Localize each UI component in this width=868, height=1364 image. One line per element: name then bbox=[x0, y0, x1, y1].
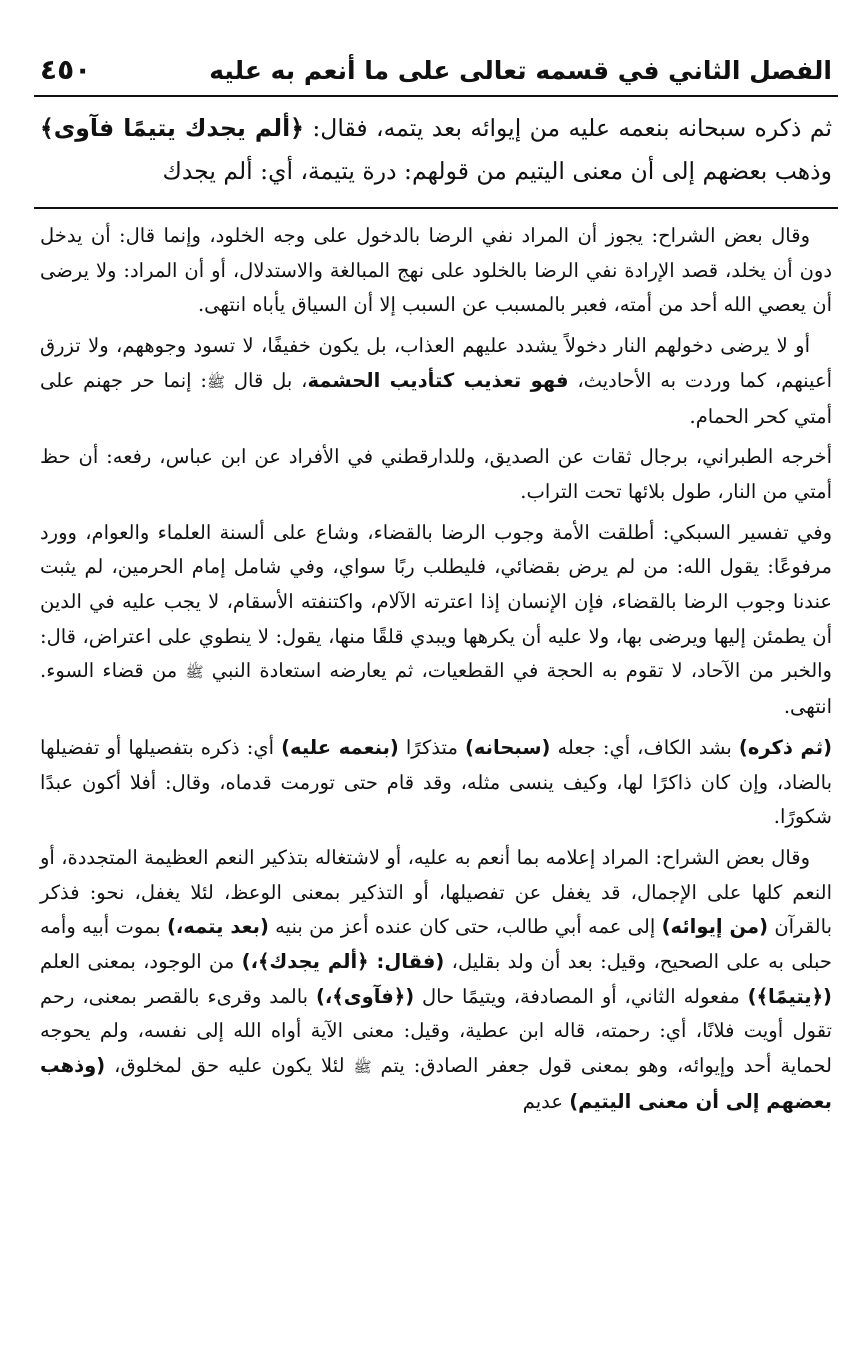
quoted-phrase: (﴿يتيمًا﴾) bbox=[747, 984, 832, 1008]
quoted-phrase: (فقال: ﴿ألم يجدك﴾،) bbox=[241, 950, 445, 974]
main-text-part: وذهب بعضهم إلى أن معنى اليتيم من قولهم: درة يتيمة، أي: ألم يجدك bbox=[162, 157, 832, 185]
quran-verse: ﴿ألم يجدك يتيمًا فآوى﴾ bbox=[40, 114, 304, 142]
chapter-title: الفصل الثاني في قسمه تعالى على ما أنعم به عليه bbox=[209, 56, 832, 85]
main-text-part: ثم ذكره سبحانه بنعمه عليه من إيوائه بعد يتمه، فقال: bbox=[303, 114, 833, 142]
page-number: ٤٥٠ bbox=[40, 53, 92, 86]
text-run: أو لا يرضى دخولهم النار دخولاً يشدد عليهم العذاب، بل يكون خفيفًا، لا تسود وجوههم، ولا تزرق أعينهم، كما وردت به الأحاديث، bbox=[40, 334, 832, 392]
text-run: وفي تفسير السبكي: أطلقت الأمة وجوب الرضا بالقضاء، وشاع على ألسنة العلماء والعوام، وورد مرفوعًا: يقول الله: من لم يرض بقضائي، فليطلب ربًا سواي، وفي شامل إمام الحرمين، لم يثبت عندنا وجوب الرضا بالقضاء، فإن الإنسان إذا اعترته الآلام، واكتنفته الأسقام، لا يجب عليه في الدين أن يطمئن إليها ويرضى بها، ولا عليه أن يكرهها ويبدي قلقًا منها، يقول: لا ينطوي على اعتراض، قال: والخبر من الآحاد، لا تقوم به الحجة في القطعيات، ثم يعارضه استعادة النبي bbox=[40, 520, 832, 683]
salutation-glyph: ﷺ bbox=[185, 663, 204, 682]
commentary-paragraph bbox=[40, 329, 832, 434]
main-text bbox=[34, 97, 838, 209]
text-run: مفعوله الثاني، أو المصادفة، ويتيمًا حال bbox=[414, 984, 748, 1008]
text-run: بموت أبيه وأمه حبلى به على الصحيح، وقيل: بعد أن ولد بقليل، bbox=[40, 915, 832, 974]
text-run: لئلا يكون عليه حق لمخلوق، bbox=[105, 1054, 354, 1078]
quoted-phrase: (سبحانه) bbox=[464, 735, 551, 759]
salutation-glyph: ﷺ bbox=[206, 372, 226, 391]
quoted-phrase: (بنعمه عليه) bbox=[281, 735, 399, 759]
text-run: ، بل قال bbox=[225, 368, 308, 392]
quoted-phrase: (وذهب بعضهم إلى أن معنى اليتيم) bbox=[40, 1054, 832, 1113]
text-run: أي: ذكره بتفصيلها أو تفضيلها بالضاد، وإن كان ذاكرًا لها، وكيف ينسى مثله، وقد قام حتى تورمت قدماه، وقال: أفلا أكون عبدًا شكورًا. bbox=[40, 735, 832, 829]
text-run: من الوجود، بمعنى العلم bbox=[40, 950, 242, 974]
bold-phrase: فهو تعذيب كتأديب الحشمة bbox=[307, 368, 569, 392]
text-run: بشد الكاف، أي: جعله bbox=[550, 735, 739, 759]
text-run: من قضاء السوء. انتهى. bbox=[40, 659, 832, 719]
text-run: عديم bbox=[522, 1089, 570, 1113]
commentary-paragraph bbox=[40, 516, 832, 725]
commentary-paragraph: وقال بعض الشراح: يجوز أن المراد نفي الرضا بالدخول على وجه الخلود، وإنما قال: أن يدخل دون أن يخلد، قصد الإرادة نفي الرضا بالخلود على نهج المبالغة والاستدلال، أو أن المراد: ولا يرضى أن يعصي الله أحد من أمته، فعبر بالمسبب عن السبب إلا أن السياق يأباه انتهى. bbox=[40, 224, 832, 317]
quoted-phrase: (بعد يتمه،) bbox=[166, 915, 269, 939]
text-run: بالمد وقرىء بالقصر بمعنى، رحم تقول أويت فلانًا، أي: رحمته، قاله ابن عطية، وقيل: معنى الآية أواه الله إلى نفسه، ولم يحوجه لحماية أحد وإيوائه، وهو بمعنى قول جعفر الصادق: يتم bbox=[40, 984, 832, 1078]
text-run: إلى عمه أبي طالب، حتى كان عنده أعز من بنيه bbox=[268, 915, 662, 939]
commentary-paragraph: أخرجه الطبراني، برجال ثقات عن الصديق، وللدارقطني في الأفراد عن ابن عباس، رفعه: أن حظ أمتي من النار، طول بلائها تحت التراب. bbox=[40, 445, 832, 503]
quoted-phrase: (﴿فآوى﴾،) bbox=[315, 984, 415, 1008]
page-header bbox=[34, 52, 838, 97]
quoted-phrase: (ثم ذكره) bbox=[738, 735, 832, 759]
salutation-glyph: ﷺ bbox=[353, 1058, 372, 1077]
commentary-paragraph bbox=[40, 731, 832, 835]
text-run: : إنما حر جهنم على أمتي كحر الحمام. bbox=[40, 368, 832, 428]
commentary bbox=[34, 209, 838, 1120]
text-run: وقال بعض الشراح: المراد إعلامه بما أنعم به عليه، أو لاشتغاله بتذكير النعم العظيمة المتجددة، أو النعم كلها على الإجمال، قد يغفل عن تفصيلها، أو التذكير بمعنى الوعظ، لئلا يغفل، نحو: فذكر بالقرآن bbox=[40, 845, 832, 939]
text-run: متذكرًا bbox=[398, 735, 465, 759]
quoted-phrase: (من إيوائه) bbox=[661, 915, 769, 939]
commentary-paragraph bbox=[40, 841, 832, 1120]
